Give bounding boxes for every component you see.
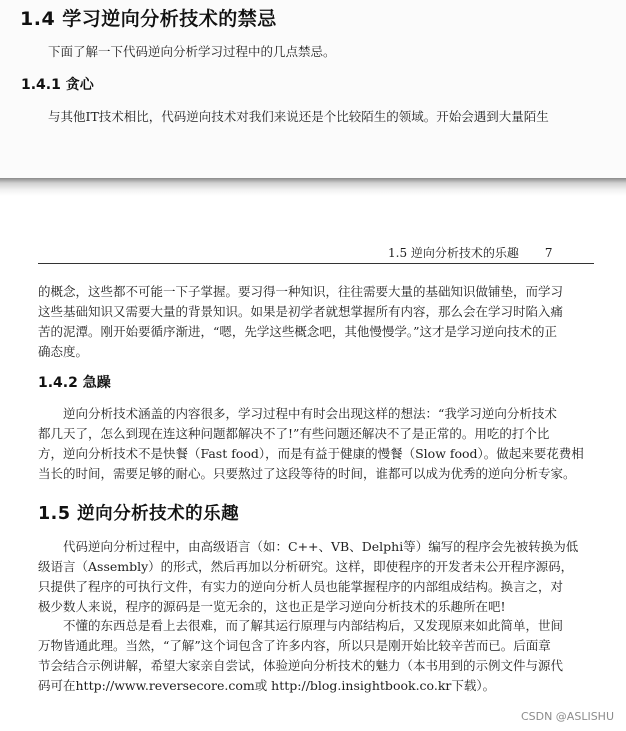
csdn-watermark: CSDN @ASLISHU xyxy=(520,710,614,723)
text-line: 的概念，这些都不可能一下子掌握。要习得一种知识，往往需要大量的基础知识做铺垫，而学习 xyxy=(38,284,564,299)
page-number: 7 xyxy=(544,246,553,260)
text-line: 不懂的东西总是看上去很难，而了解其运行原理与内部结构后，又发现原来如此简单，世间 xyxy=(63,618,564,633)
running-header-title: 1.5 逆向分析技术的乐趣 xyxy=(388,246,519,260)
text-line: 方，逆向分析技术不是快餐（Fast food），而是有益于健康的慢餐（Slow food）。做起来要花费相 xyxy=(38,446,584,461)
text-line: 这些基础知识又需要大量的背景知识。如果是初学者就想掌握所有内容，那么会在学习时陷入痛 xyxy=(38,304,564,319)
running-header xyxy=(388,244,553,261)
subsection-heading-1-4-2: 1.4.2 急躁 xyxy=(38,375,111,391)
text-line: 代码逆向分析过程中，由高级语言（如：C++、VB、Delphi等）编写的程序会先被转换为低 xyxy=(63,539,579,554)
text-line: 确态度。 xyxy=(38,344,89,359)
text-line: 万物皆通此理。当然，“了解”这个词包含了许多内容，所以只是刚开始比较辛苦而已。后面章 xyxy=(38,638,551,653)
page-divider xyxy=(0,178,626,196)
joy-paragraph-2 xyxy=(38,616,598,696)
intro-paragraph: 下面了解一下代码逆向分析学习过程中的几点禁忌。 xyxy=(48,44,336,59)
impatience-paragraph xyxy=(38,404,598,484)
text-line: 只提供了程序的可执行文件，有实力的逆向分析人员也能掌握程序的内部组成结构。换言之，对 xyxy=(38,579,564,594)
subsection-heading-1-4-1: 1.4.1 贪心 xyxy=(21,77,94,93)
text-line: 苦的泥潭。刚开始要循序渐进，“嗯，先学这些概念吧，其他慢慢学。”这才是学习逆向技术的正 xyxy=(38,324,558,339)
previous-page-fragment xyxy=(0,0,626,178)
text-line: 当长的时间，需要足够的耐心。只要熬过了这段等待的时间，谁都可以成为优秀的逆向分析专家。 xyxy=(38,466,576,481)
greed-paragraph-line: 与其他IT技术相比，代码逆向技术对我们来说还是个比较陌生的领域。开始会遇到大量陌生 xyxy=(48,109,549,124)
continuation-paragraph xyxy=(38,282,598,362)
header-rule xyxy=(38,263,594,264)
text-line: 极少数人来说，程序的源码是一览无余的，这也正是学习逆向分析技术的乐趣所在吧! xyxy=(38,599,506,614)
text-line: 都几天了，怎么到现在连这种问题都解决不了!”有些问题还解决不了是正常的。用吃的打个比 xyxy=(38,426,550,441)
text-line: 级语言（Assembly）的形式，然后再加以分析研究。这样，即使程序的开发者未公开程序源码， xyxy=(38,559,574,574)
text-line: 码可在http://www.reversecore.com或 http://blog.insightbook.co.kr下载）。 xyxy=(38,678,496,693)
joy-paragraph-1 xyxy=(38,537,598,617)
text-line: 逆向分析技术涵盖的内容很多，学习过程中有时会出现这样的想法：“我学习逆向分析技术 xyxy=(63,406,557,421)
section-heading-1-4: 1.4 学习逆向分析技术的禁忌 xyxy=(20,8,277,30)
section-heading-1-5: 1.5 逆向分析技术的乐趣 xyxy=(38,504,240,524)
text-line: 节会结合示例讲解，希望大家亲自尝试，体验逆向分析技术的魅力（本书用到的示例文件与源代 xyxy=(38,658,564,673)
